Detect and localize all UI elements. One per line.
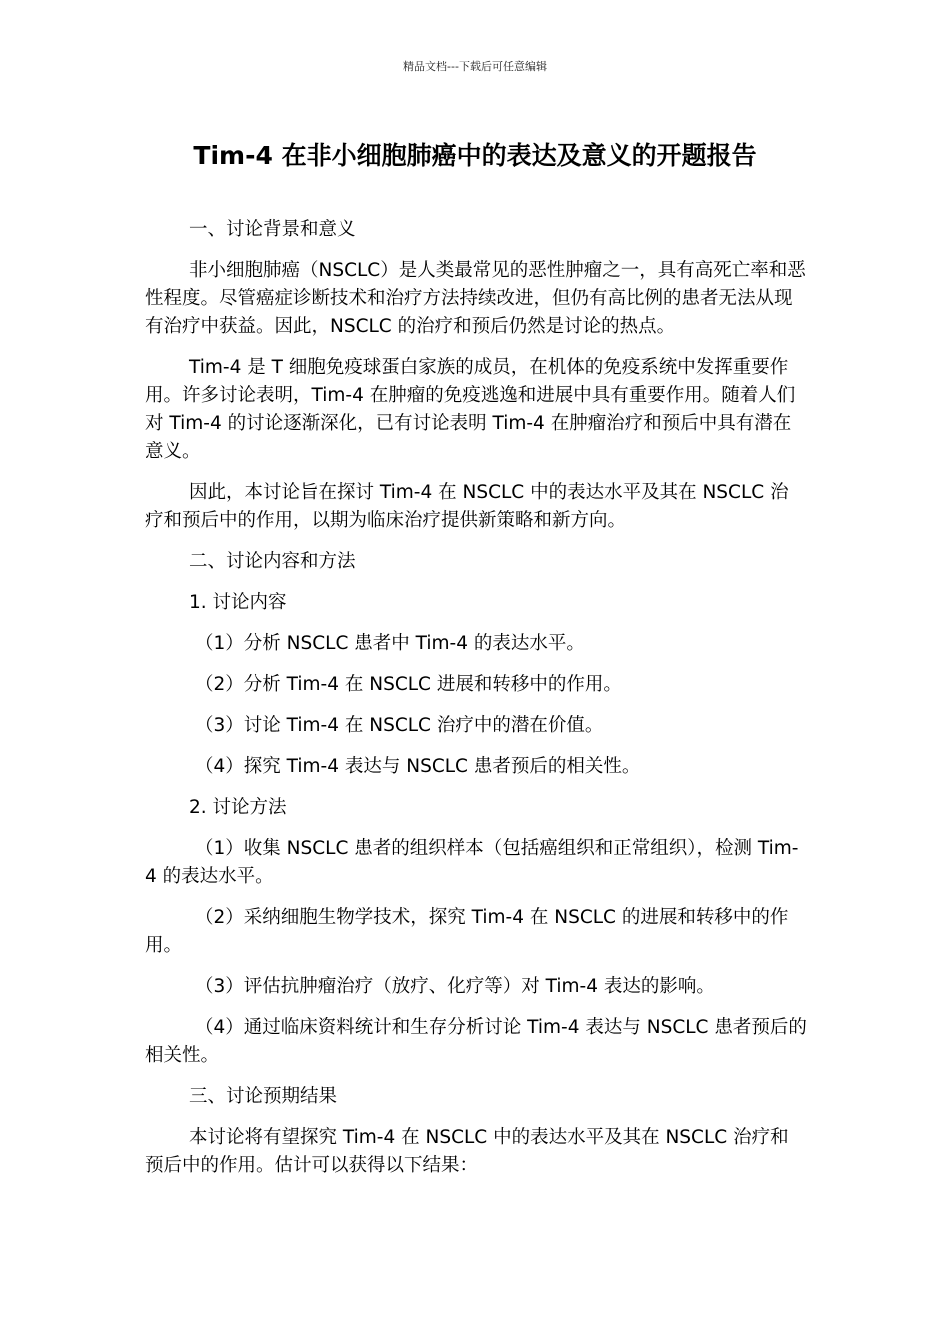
document-body <box>145 216 807 1193</box>
method-item-3: （3）评估抗肿瘤治疗（放疗、化疗等）对 Tim-4 表达的影响。 <box>195 976 715 997</box>
content-item-4: （4）探究 Tim-4 表达与 NSCLC 患者预后的相关性。 <box>195 756 641 777</box>
method-item-2: （2）采纳细胞生物学技术，探究 Tim-4 在 NSCLC 的进展和转移中的作用。 <box>145 907 789 956</box>
section-heading-background: 一、讨论背景和意义 <box>189 219 356 240</box>
content-item-3: （3）讨论 Tim-4 在 NSCLC 治疗中的潜在价值。 <box>195 715 604 736</box>
subheading-methods: 2. 讨论方法 <box>189 797 287 818</box>
method-item-4: （4）通过临床资料统计和生存分析讨论 Tim-4 表达与 NSCLC 患者预后的相关性。 <box>145 1017 807 1066</box>
subheading-content: 1. 讨论内容 <box>189 592 287 613</box>
paragraph-expected-results: 本讨论将有望探究 Tim-4 在 NSCLC 中的表达水平及其在 NSCLC 治疗和预后中的作用。估计可以获得以下结果： <box>145 1127 789 1176</box>
paragraph-nsclc-intro: 非小细胞肺癌（NSCLC）是人类最常见的恶性肿瘤之一，具有高死亡率和恶性程度。尽管癌症诊断技术和治疗方法持续改进，但仍有高比例的患者无法从现有治疗中获益。因此，NSCLC 的治疗和预后仍然是讨论的热点。 <box>145 260 806 337</box>
section-heading-content-methods: 二、讨论内容和方法 <box>189 551 356 572</box>
method-item-1: （1）收集 NSCLC 患者的组织样本（包括癌组织和正常组织），检测 Tim-4 的表达水平。 <box>145 838 799 887</box>
paragraph-purpose: 因此，本讨论旨在探讨 Tim-4 在 NSCLC 中的表达水平及其在 NSCLC 治疗和预后中的作用，以期为临床治疗提供新策略和新方向。 <box>145 482 789 531</box>
page-header-note: 精品文档---下载后可任意编辑 <box>403 60 547 73</box>
content-item-2: （2）分析 Tim-4 在 NSCLC 进展和转移中的作用。 <box>195 674 622 695</box>
document-title: Tim-4 在非小细胞肺癌中的表达及意义的开题报告 <box>193 141 757 170</box>
content-item-1: （1）分析 NSCLC 患者中 Tim-4 的表达水平。 <box>195 633 585 654</box>
section-heading-expected-results: 三、讨论预期结果 <box>189 1086 338 1107</box>
paragraph-tim4-intro: Tim-4 是 T 细胞免疫球蛋白家族的成员，在机体的免疫系统中发挥重要作用。许多讨论表明，Tim-4 在肿瘤的免疫逃逸和进展中具有重要作用。随着人们对 Tim-4 的讨论逐渐深化，已有讨论表明 Tim-4 在肿瘤治疗和预后中具有潜在意义。 <box>145 357 796 462</box>
